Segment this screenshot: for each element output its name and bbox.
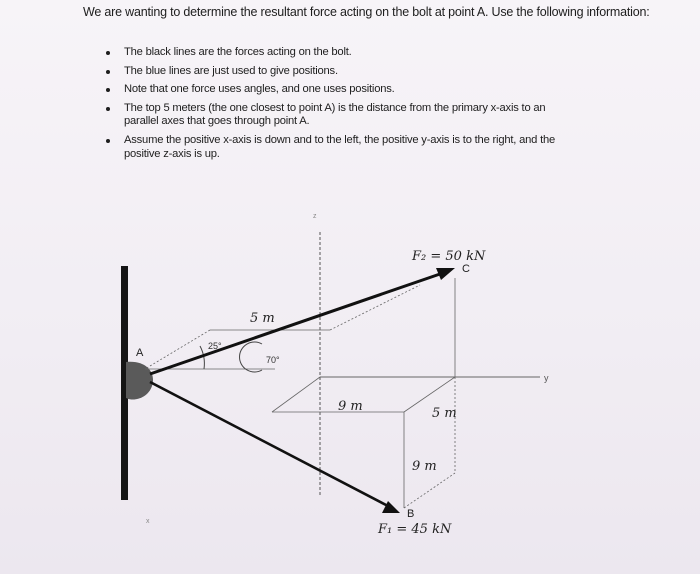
- force-f1-arrowhead: [382, 501, 400, 513]
- position-line: [272, 377, 320, 412]
- x-axis-label: x: [146, 518, 150, 525]
- angle-arc-70: [240, 342, 262, 372]
- position-line: [404, 473, 455, 508]
- instruction-item: The top 5 meters (the one closest to point A) is the distance from the primary x-axis to an parallel axes that goes through point A.: [106, 102, 576, 129]
- dim-5m-right: 5 m: [432, 406, 457, 421]
- force-f2-arrowhead: [436, 268, 455, 280]
- angle-70-label: 70°: [266, 355, 280, 365]
- problem-intro: We are wanting to determine the resultant force acting on the bolt at point A. Use the following information:: [83, 5, 650, 19]
- instruction-item: Assume the positive x-axis is down and to the left, the positive y-axis is to the right, and the positive z-axis is up.: [106, 134, 576, 161]
- y-axis-label: y: [544, 373, 549, 383]
- point-c-label: C: [462, 263, 470, 275]
- dim-9m-vertical: 9 m: [412, 459, 437, 474]
- instruction-item: The blue lines are just used to give positions.: [106, 65, 576, 79]
- force-f2-label: F₂ = 50 kN: [412, 249, 486, 264]
- bolt: [126, 362, 153, 400]
- point-a-label: A: [136, 347, 144, 359]
- z-axis-label: z: [313, 213, 317, 220]
- dim-9m-base: 9 m: [338, 399, 363, 414]
- force-f2-line: [150, 274, 440, 374]
- angle-25-label: 25°: [208, 341, 222, 351]
- force-f1-label: F₁ = 45 kN: [378, 522, 452, 537]
- instruction-item: The black lines are the forces acting on the bolt.: [106, 46, 576, 60]
- point-b-label: B: [407, 508, 415, 520]
- dim-5m-top: 5 m: [250, 311, 275, 326]
- instruction-item: Note that one force uses angles, and one uses positions.: [106, 83, 576, 97]
